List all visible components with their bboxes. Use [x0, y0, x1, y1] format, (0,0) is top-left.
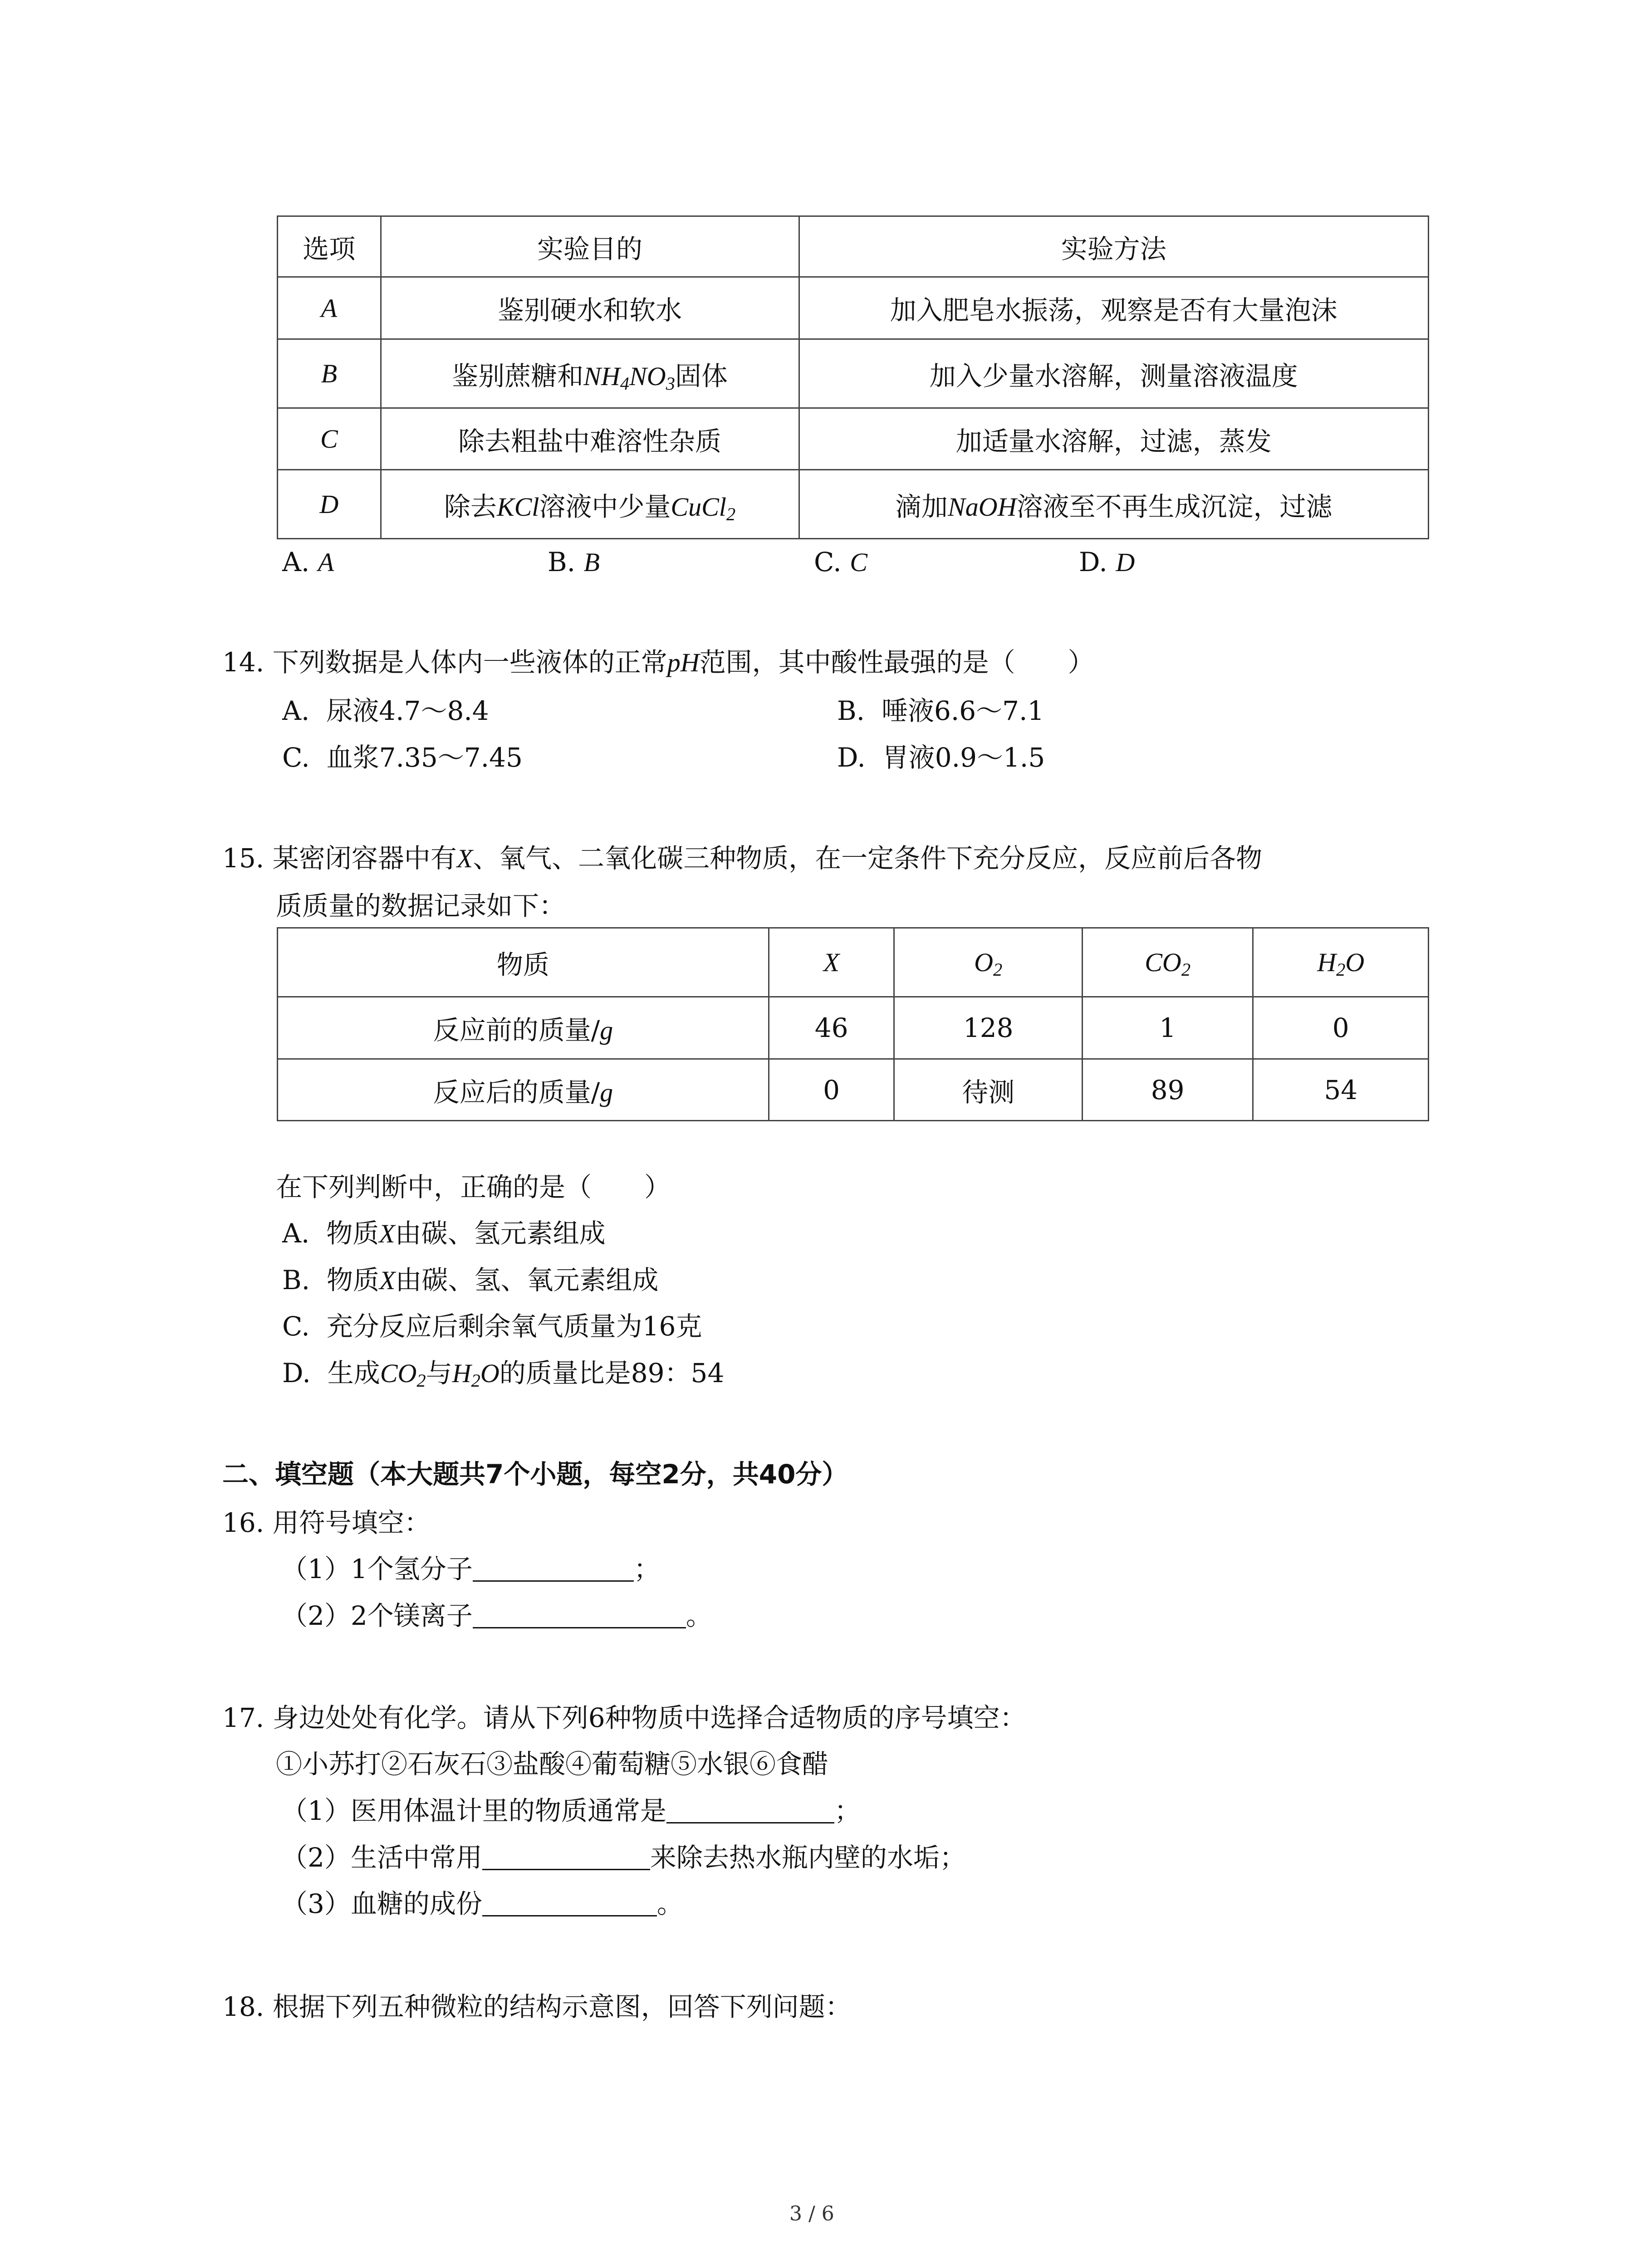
table-row — [278, 997, 1429, 1059]
q15-stem-line1: 15. 某密闭容器中有X、氧气、二氧化碳三种物质，在一定条件下充分反应，反应前后各物 — [222, 843, 1263, 874]
header-purpose: 实验目的 — [381, 216, 799, 277]
row-label: 反应前的质量/g — [278, 997, 769, 1059]
section-title: 二、填空题（本大题共7个小题，每空2分，共40分） — [222, 1459, 848, 1490]
choice-c: C. C — [814, 547, 867, 577]
cell: 54 — [1253, 1059, 1429, 1121]
answer-blank[interactable] — [482, 1842, 650, 1870]
q17-item-3: （3）血糖的成份 。 — [281, 1888, 683, 1919]
q14-option-d: D. 胃液0.9～1.5 — [837, 742, 1045, 773]
q14-option-a: A. 尿液4.7～8.4 — [282, 695, 489, 726]
q18-stem: 18. 根据下列五种微粒的结构示意图，回答下列问题： — [222, 1991, 852, 2022]
row-method: 加入少量水溶解，测量溶液温度 — [799, 339, 1428, 408]
mass-table — [277, 927, 1429, 1121]
q15-option-b: B. 物质X由碳、氢、氧元素组成 — [282, 1265, 659, 1295]
q17-substances: ①小苏打②石灰石③盐酸④葡萄糖⑤水银⑥食醋 — [276, 1749, 829, 1779]
q14-stem: 14. 下列数据是人体内一些液体的正常pH范围，其中酸性最强的是（ ） — [222, 647, 1094, 678]
q15-option-c: C. 充分反应后剩余氧气质量为16克 — [282, 1311, 702, 1342]
cell: 1 — [1082, 997, 1253, 1059]
q15-option-a: A. 物质X由碳、氢元素组成 — [282, 1218, 606, 1249]
cell: 46 — [769, 997, 894, 1059]
answer-blank[interactable] — [666, 1795, 834, 1823]
answer-blank[interactable] — [482, 1888, 657, 1916]
row-purpose: 除去粗盐中难溶性杂质 — [381, 408, 799, 470]
table-row — [278, 470, 1429, 539]
q15-question: 在下列判断中，正确的是（ ） — [276, 1172, 671, 1202]
choice-a: A. A — [282, 547, 334, 577]
q15-option-d: D. 生成$CO_2$与$H_2O$的质量比是89：54 — [282, 1358, 725, 1391]
page-number: 3 / 6 — [789, 2202, 834, 2225]
table-row — [278, 339, 1429, 408]
row-method: 滴加NaOH溶液至不再生成沉淀，过滤 — [799, 470, 1428, 539]
header-x: X — [769, 928, 894, 997]
row-purpose: 鉴别硬水和软水 — [381, 277, 799, 339]
header-substance: 物质 — [278, 928, 769, 997]
header-option: 选项 — [278, 216, 381, 277]
q17-item-1: （1）医用体温计里的物质通常是 ； — [281, 1795, 861, 1826]
choice-d: D. D — [1079, 547, 1135, 577]
row-label: 反应后的质量/g — [278, 1059, 769, 1121]
row-method: 加入肥皂水振荡，观察是否有大量泡沫 — [799, 277, 1428, 339]
q14-option-c: C. 血浆7.35～7.45 — [282, 742, 523, 773]
table-row — [278, 277, 1429, 339]
row-purpose: 鉴别蔗糖和$NH_4NO_3$固体 — [381, 339, 799, 408]
experiment-table — [277, 215, 1429, 539]
row-option: A — [278, 277, 381, 339]
answer-blank[interactable] — [473, 1553, 634, 1582]
q16-item-2: （2）2个镁离子 。 — [281, 1600, 712, 1631]
header-method: 实验方法 — [799, 216, 1428, 277]
choice-b: B. B — [548, 547, 600, 577]
table-header-row — [278, 216, 1429, 277]
row-purpose: 除去KCl溶液中少量CuCl$_2$ — [381, 470, 799, 539]
row-option: D — [278, 470, 381, 539]
row-method: 加适量水溶解，过滤，蒸发 — [799, 408, 1428, 470]
table-header-row — [278, 928, 1429, 997]
header-o2: $O_2$ — [894, 928, 1082, 997]
q16-stem: 16. 用符号填空： — [222, 1507, 431, 1538]
answer-blank[interactable] — [473, 1600, 686, 1628]
cell: 128 — [894, 997, 1082, 1059]
row-option: C — [278, 408, 381, 470]
cell: 0 — [1253, 997, 1429, 1059]
q17-item-2: （2）生活中常用 来除去热水瓶内壁的水垢； — [281, 1842, 966, 1873]
header-co2: $CO_2$ — [1082, 928, 1253, 997]
table-row — [278, 1059, 1429, 1121]
q15-stem-line2: 质质量的数据记录如下： — [276, 890, 566, 921]
q17-stem: 17. 身边处处有化学。请从下列6种物质中选择合适物质的序号填空： — [222, 1702, 1026, 1733]
table-row — [278, 408, 1429, 470]
q16-item-1: （1）1个氢分子 ； — [281, 1554, 660, 1584]
q14-option-b: B. 唾液6.6～7.1 — [837, 695, 1044, 726]
cell: 0 — [769, 1059, 894, 1121]
cell: 89 — [1082, 1059, 1253, 1121]
cell: 待测 — [894, 1059, 1082, 1121]
header-h2o: $H_2O$ — [1253, 928, 1429, 997]
row-option: B — [278, 339, 381, 408]
